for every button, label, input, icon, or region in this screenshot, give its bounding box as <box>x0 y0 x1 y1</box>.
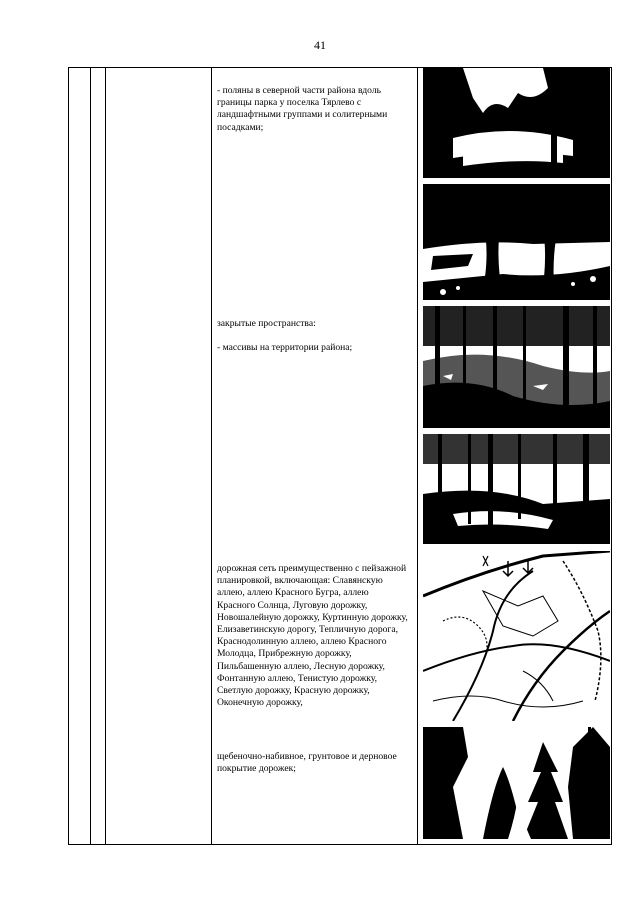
closed-spaces-title: закрытые пространства: <box>217 318 316 329</box>
column-divider <box>211 68 212 844</box>
content-table <box>68 67 612 845</box>
text-closed-spaces <box>217 318 409 354</box>
photo-forest-2 <box>423 434 610 544</box>
text-meadows: - поляны в северной части района вдоль границы парка у поселка Тярлево с ландшафтными группами и солитерными посадками; <box>217 85 388 133</box>
photo-forest-1 <box>423 306 610 428</box>
photo-meadow-1 <box>423 68 610 178</box>
page-number: 41 <box>314 38 326 52</box>
column-divider <box>417 68 418 844</box>
photo-meadow-2 <box>423 184 610 300</box>
photo-road-map <box>423 551 610 721</box>
text-road-network: дорожная сеть преимущественно с пейзажной планировкой, включающая: Славянскую аллею, аллею Красного Бугра, аллею Красного Солнца, Луговую дорожку, Новошалейную дорожку, Куртинную дорожку, Елизаветинскую дорогу, Тепличную дорога, Краснодолинную аллею, аллею Красного Молодца, Прибрежную дорожку, Пильбашенную аллею, Лесную дорожку, Фонтанную аллею, Тенистую дорожку, Светлую дорожку, Красную дорожку, Оконечную дорожку, <box>217 563 408 709</box>
column-divider <box>105 68 106 844</box>
photo-forest-path <box>423 727 610 839</box>
column-divider <box>90 68 91 844</box>
text-path-surface: щебеночно-набивное, грунтовое и дерновое покрытие дорожек; <box>217 751 397 775</box>
closed-spaces-item: - массивы на территории района; <box>217 342 353 354</box>
